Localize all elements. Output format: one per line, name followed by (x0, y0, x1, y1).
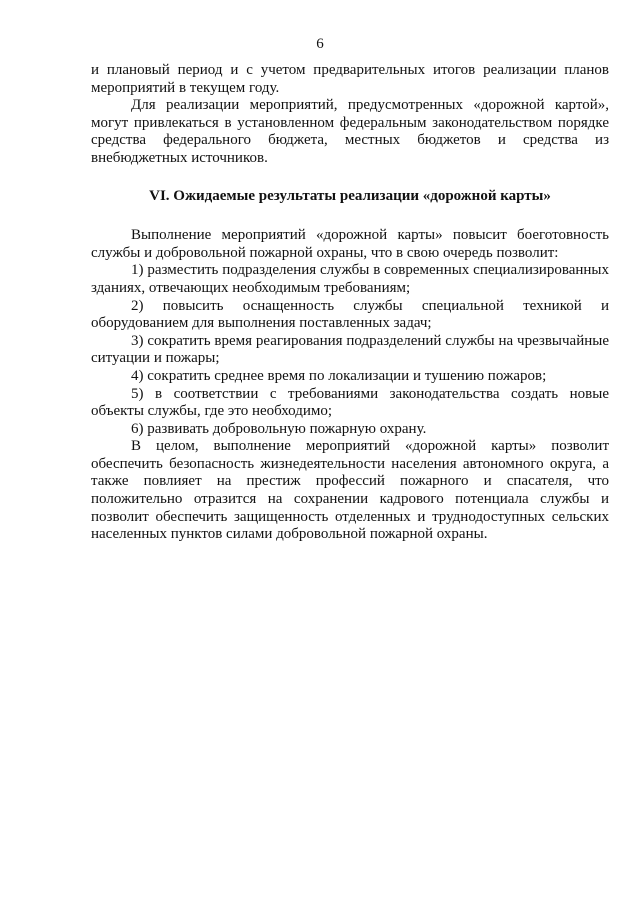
list-item-1: 1) разместить подразделения службы в современных специализированных зданиях, отвечающих необходимым требованиям; (91, 262, 609, 296)
list-item-2: 2) повысить оснащенность службы специальной техникой и оборудованием для выполнения поставленных задач; (91, 297, 609, 332)
list-item-3: 3) сократить время реагирования подразделений службы на чрезвычайные ситуации и пожары; (91, 332, 609, 367)
paragraph-continuation: и плановый период и с учетом предварительных итогов реализации планов мероприятий в текущем году. (91, 62, 609, 96)
list-item-5: 5) в соответствии с требованиями законодательства создать новые объекты службы, где это необходимо; (91, 385, 609, 420)
section-heading: VI. Ожидаемые результаты реализации «дорожной карты» (149, 187, 551, 204)
list-item-6: 6) развивать добровольную пожарную охрану. (131, 420, 427, 437)
page-number: 6 (316, 36, 324, 52)
paragraph-intro: Выполнение мероприятий «дорожной карты» повысит боеготовность службы и добровольной пожарной охраны, что в свою очередь позволит: (91, 227, 609, 261)
paragraph-conclusion: В целом, выполнение мероприятий «дорожной карты» позволит обеспечить безопасность жизнедеятельности населения автономного округа, а также повлияет на престиж профессий пожарного и спасателя, что положительно отразится на сохранении кадрового потенциала службы и позволит обеспечить защищенность отделенных и труднодоступных сельских населенных пунктов силами добровольной пожарной охраны. (91, 438, 609, 543)
list-item-4: 4) сократить среднее время по локализации и тушению пожаров; (131, 367, 547, 384)
paragraph-funding-sources: Для реализации мероприятий, предусмотренных «дорожной картой», могут привлекаться в установленном федеральным законодательством порядке средства федерального бюджета, местных бюджетов и средства из внебюджетных источников. (91, 97, 609, 166)
document-body (91, 62, 609, 544)
